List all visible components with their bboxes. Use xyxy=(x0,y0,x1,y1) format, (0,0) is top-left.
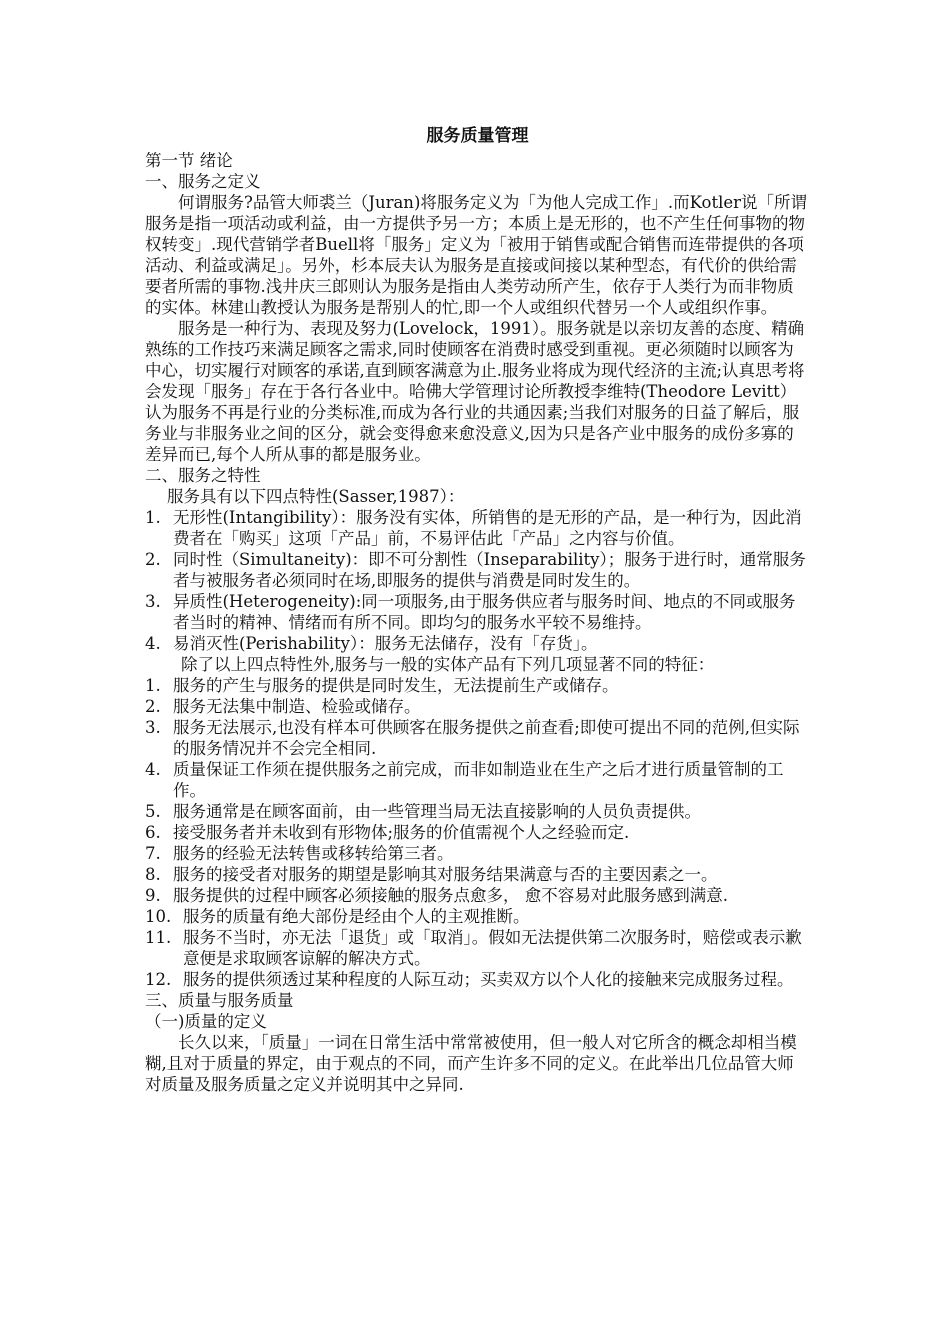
list-item xyxy=(145,801,810,822)
list-number: 10. xyxy=(145,907,172,926)
list-text: 易消灭性(Perishability）：服务无法储存，没有「存货」。 xyxy=(173,634,598,653)
list-item xyxy=(145,717,810,759)
list-item xyxy=(145,759,810,801)
list-item xyxy=(145,507,810,549)
list-text: 质量保证工作须在提供服务之前完成，而非如制造业在生产之后才进行质量管制的工作。 xyxy=(173,760,784,800)
list-text: 无形性(Intangibility）：服务没有实体，所销售的是无形的产品，是一种行为，因此消费者在「购买」这项「产品」前，不易评估此「产品」之内容与价值。 xyxy=(173,508,802,548)
list-text: 服务的经验无法转售或移转给第三者。 xyxy=(173,844,454,863)
list-text: 同时性（Simultaneity)：即不可分割性（Inseparability）；服务于进行时，通常服务者与被服务者必须同时在场,即服务的提供与消费是同时发生的。 xyxy=(173,550,806,590)
paragraph: 服务是一种行为、表现及努力(Lovelock，1991）。服务就是以亲切友善的态度、精确熟练的工作技巧来满足顾客之需求,同时使顾客在消费时感受到重视。更必须随时以顾客为中心，切实履行对顾客的承诺,直到顾客满意为止.服务业将成为现代经济的主流;认真思考将会发现「服务」存在于各行各业中。哈佛大学管理讨论所教授李维特(Theodore Levitt）认为服务不再是行业的分类标准,而成为各行业的共通因素;当我们对服务的日益了解后，服务业与非服务业之间的区分，就会变得愈来愈没意义,因为只是各产业中服务的成份多寡的差异而已,每个人所从事的都是服务业。 xyxy=(145,319,805,464)
list-text: 服务不当时，亦无法「退货」或「取消」。假如无法提供第二次服务时，赔偿或表示歉意便是求取顾客谅解的解决方式。 xyxy=(183,928,802,968)
list-text: 异质性(Heterogeneity):同一项服务,由于服务供应者与服务时间、地点的不同或服务者当时的精神、情绪而有所不同。即均匀的服务水平较不易维持。 xyxy=(173,592,796,632)
subsection-heading: （一)质量的定义 xyxy=(145,1012,267,1031)
list-item xyxy=(145,927,810,969)
features-list xyxy=(145,675,810,990)
list-text: 服务的接受者对服务的期望是影响其对服务结果满意与否的主要因素之一。 xyxy=(173,865,718,884)
paragraph: 长久以来，「质量」一词在日常生活中常常被使用，但一般人对它所含的概念却相当模糊,且对于质量的界定，由于观点的不同，而产生许多不同的定义。在此举出几位品管大师对质量及服务质量之定义并说明其中之异同. xyxy=(145,1033,797,1094)
list-number: 11. xyxy=(145,928,172,947)
list-number: 3. xyxy=(145,718,161,737)
paragraph: 除了以上四点特性外,服务与一般的实体产品有下列几项显著不同的特征： xyxy=(181,655,715,674)
paragraph: 服务具有以下四点特性(Sasser,1987）： xyxy=(167,487,465,506)
subsection-heading: 三、质量与服务质量 xyxy=(145,991,294,1010)
subsection-heading: 二、服务之特性 xyxy=(145,466,261,485)
list-item xyxy=(145,822,810,843)
list-number: 2. xyxy=(145,697,161,716)
list-text: 服务无法集中制造、检验或储存。 xyxy=(173,697,421,716)
list-number: 2. xyxy=(145,550,161,569)
list-item xyxy=(145,696,810,717)
list-number: 8. xyxy=(145,865,161,884)
document-title: 服务质量管理 xyxy=(426,126,529,146)
list-text: 服务通常是在顾客面前，由一些管理当局无法直接影响的人员负责提供。 xyxy=(173,802,701,821)
list-item xyxy=(145,633,810,654)
list-number: 1. xyxy=(145,676,161,695)
list-item xyxy=(145,675,810,696)
paragraph: 何谓服务?品管大师裘兰（Juran)将服务定义为「为他人完成工作」.而Kotler说「所谓服务是指一项活动或利益，由一方提供予另一方；本质上是无形的，也不产生任何事物的物权转变」.现代营销学者Buell将「服务」定义为「被用于销售或配合销售而连带提供的各项活动、利益或满足」。另外，杉本辰夫认为服务是直接或间接以某种型态，有代价的供给需要者所需的事物.浅井庆三郎则认为服务是指由人类劳动所产生，依存于人类行为而非物质的实体。林建山教授认为服务是帮别人的忙,即一个人或组织代替另一个人或组织作事。 xyxy=(145,193,807,317)
traits-list xyxy=(145,507,810,654)
subsection-heading: 一、服务之定义 xyxy=(145,172,261,191)
list-number: 1. xyxy=(145,508,161,527)
list-text: 服务的产生与服务的提供是同时发生，无法提前生产或储存。 xyxy=(173,676,619,695)
list-number: 9. xyxy=(145,886,161,905)
list-number: 6. xyxy=(145,823,161,842)
list-item xyxy=(145,549,810,591)
list-item xyxy=(145,843,810,864)
document-page xyxy=(145,126,810,1095)
list-number: 4. xyxy=(145,634,161,653)
list-number: 12. xyxy=(145,970,172,989)
list-text: 接受服务者并未收到有形物体;服务的价值需视个人之经验而定. xyxy=(173,823,630,842)
list-number: 3. xyxy=(145,592,161,611)
list-number: 4. xyxy=(145,760,161,779)
list-text: 服务无法展示,也没有样本可供顾客在服务提供之前查看;即使可提出不同的范例,但实际的服务情况并不会完全相同. xyxy=(173,718,800,758)
list-item xyxy=(145,969,810,990)
list-item xyxy=(145,885,810,906)
list-number: 7. xyxy=(145,844,161,863)
list-text: 服务的提供须透过某种程度的人际互动；买卖双方以个人化的接触来完成服务过程。 xyxy=(183,970,794,989)
list-item xyxy=(145,591,810,633)
list-text: 服务提供的过程中顾客必须接触的服务点愈多， 愈不容易对此服务感到满意. xyxy=(173,886,728,905)
list-number: 5. xyxy=(145,802,161,821)
list-item xyxy=(145,864,810,885)
list-item xyxy=(145,906,810,927)
list-text: 服务的质量有绝大部份是经由个人的主观推断。 xyxy=(183,907,530,926)
section-heading: 第一节 绪论 xyxy=(145,151,233,170)
